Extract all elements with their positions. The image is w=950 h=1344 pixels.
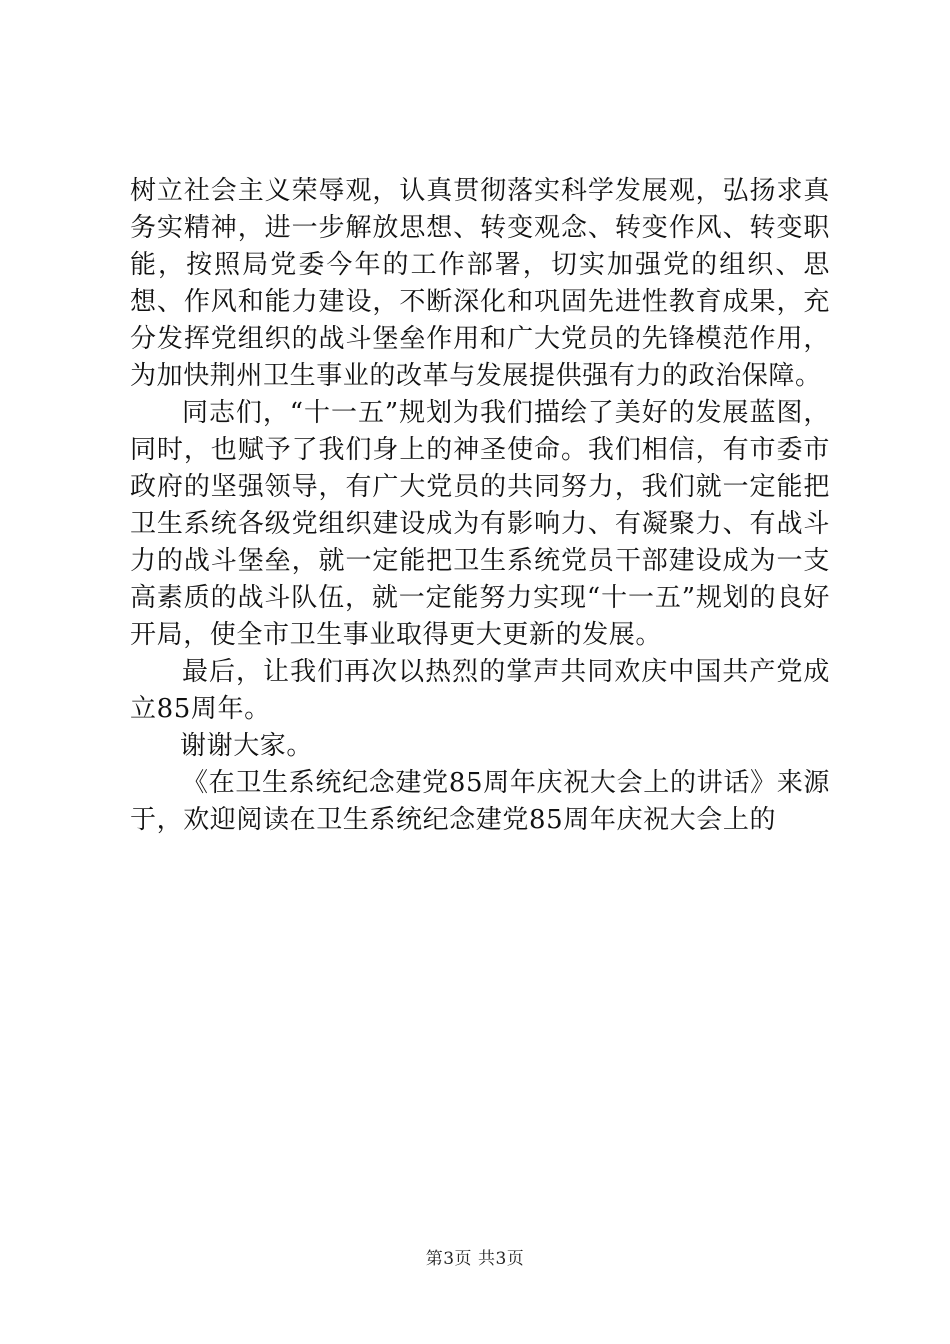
document-body bbox=[130, 173, 830, 839]
paragraph-thanks: 谢谢大家。 bbox=[180, 731, 314, 761]
paragraph-source-note: 《在卫生系统纪念建党85周年庆祝大会上的讲话》来源于，欢迎阅读在卫生系统纪念建党85周年庆祝大会上的 bbox=[130, 768, 830, 835]
paragraph-closing: 最后，让我们再次以热烈的掌声共同欢庆中国共产党成立85周年。 bbox=[130, 657, 830, 724]
paragraph-continuation: 树立社会主义荣辱观，认真贯彻落实科学发展观，弘扬求真务实精神，进一步解放思想、转变观念、转变作风、转变职能，按照局党委今年的工作部署，切实加强党的组织、思想、作风和能力建设，不断深化和巩固先进性教育成果，充分发挥党组织的战斗堡垒作用和广大党员的先锋模范作用，为加快荆州卫生事业的改革与发展提供强有力的政治保障。 bbox=[130, 176, 830, 391]
page-footer: 第3页 共3页 bbox=[425, 1249, 525, 1269]
paragraph-comrades: 同志们，“十一五”规划为我们描绘了美好的发展蓝图，同时，也赋予了我们身上的神圣使命。我们相信，有市委市政府的坚强领导，有广大党员的共同努力，我们就一定能把卫生系统各级党组织建设成为有影响力、有凝聚力、有战斗力的战斗堡垒，就一定能把卫生系统党员干部建设成为一支高素质的战斗队伍，就一定能努力实现“十一五”规划的良好开局，使全市卫生事业取得更大更新的发展。 bbox=[130, 398, 830, 650]
